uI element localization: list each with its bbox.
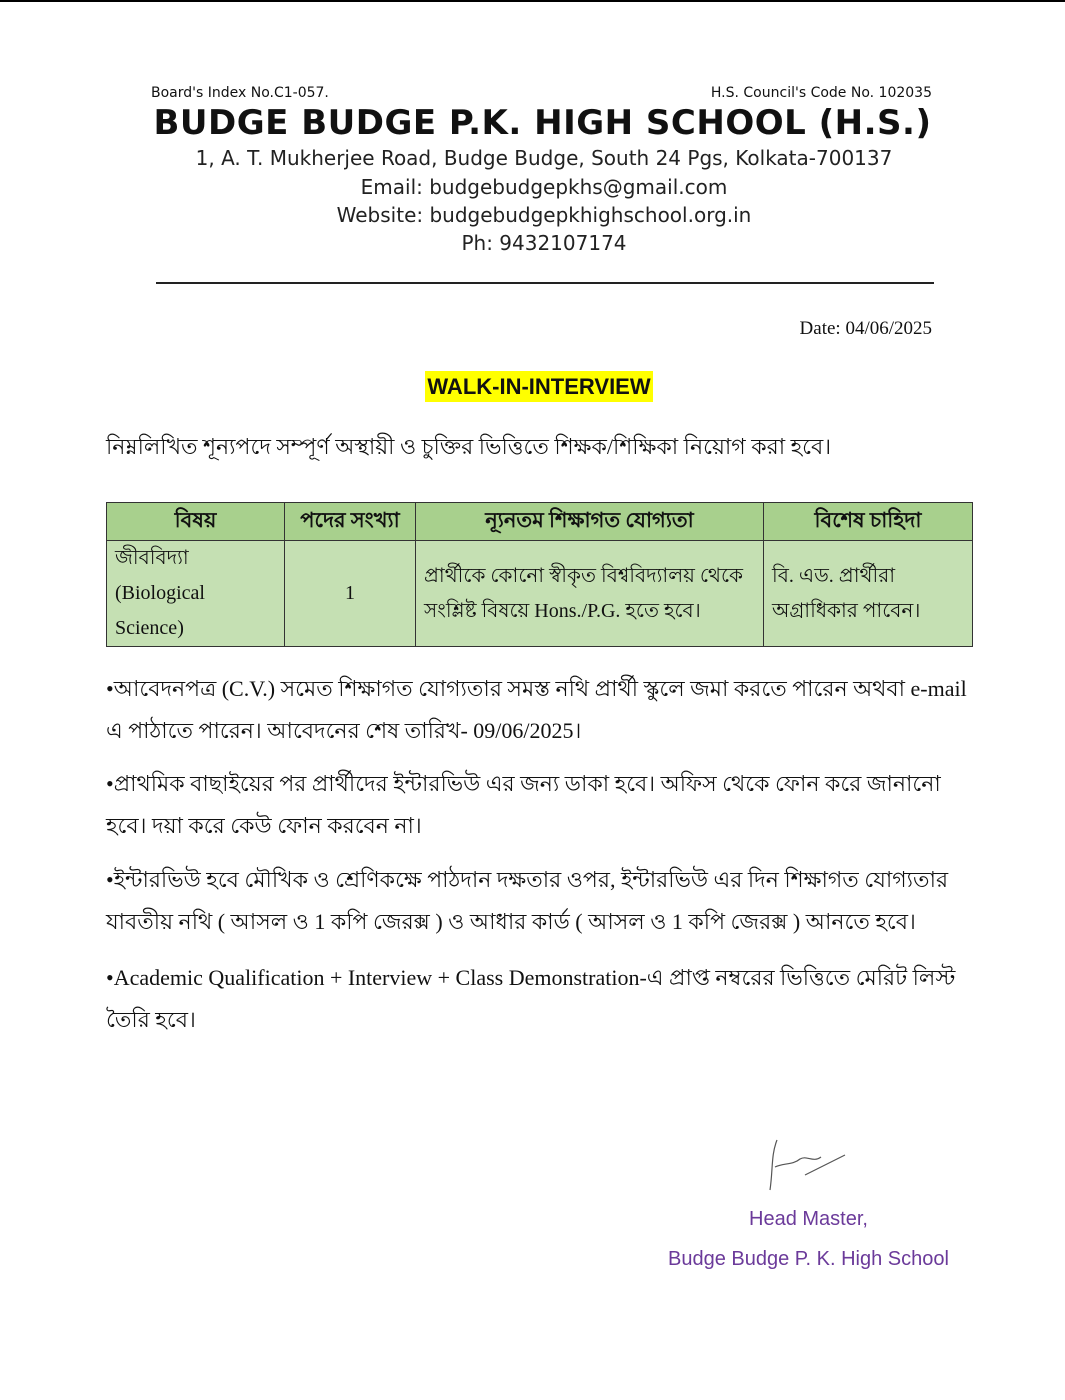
paragraph-merit: •Academic Qualification + Interview + Class Demonstration-এ প্রাপ্ত নম্বরের ভিত্তিতে মেরিট লিস্ট তৈরি হবে।	[106, 965, 956, 1032]
table-header-row	[107, 503, 973, 541]
header-divider	[156, 282, 934, 284]
paragraph-application: •আবেদনপত্র (C.V.) সমেত শিক্ষাগত যোগ্যতার সমস্ত নথি প্রার্থী স্কুলে জমা করতে পারেন অথবা e-mail এ পাঠাতে পারেন। আবেদনের শেষ তারিখ- 09/06/2025।	[106, 676, 967, 743]
signatory-designation: Head Master,	[749, 1208, 868, 1230]
cell-posts: 1	[285, 541, 416, 647]
cell-special: বি. এড. প্রার্থীরা অগ্রাধিকার পাবেন।	[764, 541, 973, 647]
board-index: Board's Index No.C1-057.	[151, 85, 329, 101]
signatory-institution: Budge Budge P. K. High School	[668, 1248, 949, 1270]
council-code: H.S. Council's Code No. 102035	[710, 85, 932, 101]
header-subject: বিষয়	[107, 503, 285, 541]
cell-qualification: প্রার্থীকে কোনো স্বীকৃত বিশ্ববিদ্যালয় থেকে সংশ্লিষ্ট বিষয়ে Hons./P.G. হতে হবে।	[416, 541, 764, 647]
signature-icon	[765, 1135, 855, 1195]
intro-text: নিম্নলিখিত শূন্যপদে সম্পূর্ণ অস্থায়ী ও চুক্তির ভিত্তিতে শিক্ষক/শিক্ষিকা নিয়োগ করা হবে।	[106, 434, 832, 459]
cell-subject: জীববিদ্যা (Biological Science)	[107, 541, 285, 647]
notice-date: Date: 04/06/2025	[799, 318, 932, 339]
paragraph-selection: •প্রাথমিক বাছাইয়ের পর প্রার্থীদের ইন্টারভিউ এর জন্য ডাকা হবে। অফিস থেকে ফোন করে জানানো হবে। দয়া করে কেউ ফোন করবেন না।	[106, 771, 941, 838]
school-address: 1, A. T. Mukherjee Road, Budge Budge, South 24 Pgs, Kolkata-700137	[195, 146, 893, 170]
notice-title	[0, 374, 1065, 400]
school-name: BUDGE BUDGE P.K. HIGH SCHOOL (H.S.)	[153, 103, 932, 143]
header-qualification: ন্যূনতম শিক্ষাগত যোগ্যতা	[416, 503, 764, 541]
header-posts: পদের সংখ্যা	[285, 503, 416, 541]
table-row	[107, 541, 973, 647]
notice-title-text: WALK-IN-INTERVIEW	[425, 371, 652, 402]
header-special: বিশেষ চাহিদা	[764, 503, 973, 541]
school-phone: Ph: 9432107174	[461, 231, 627, 255]
top-border	[0, 0, 1065, 2]
school-email: Email: budgebudgepkhs@gmail.com	[360, 175, 728, 199]
school-website: Website: budgebudgepkhighschool.org.in	[336, 203, 752, 227]
vacancy-table	[106, 502, 973, 647]
paragraph-interview: •ইন্টারভিউ হবে মৌখিক ও শ্রেণিকক্ষে পাঠদান দক্ষতার ওপর, ইন্টারভিউ এর দিন শিক্ষাগত যোগ্যতার যাবতীয় নথি ( আসল ও 1 কপি জেরক্স ) ও আধার কার্ড ( আসল ও 1 কপি জেরক্স ) আনতে হবে।	[106, 867, 949, 934]
